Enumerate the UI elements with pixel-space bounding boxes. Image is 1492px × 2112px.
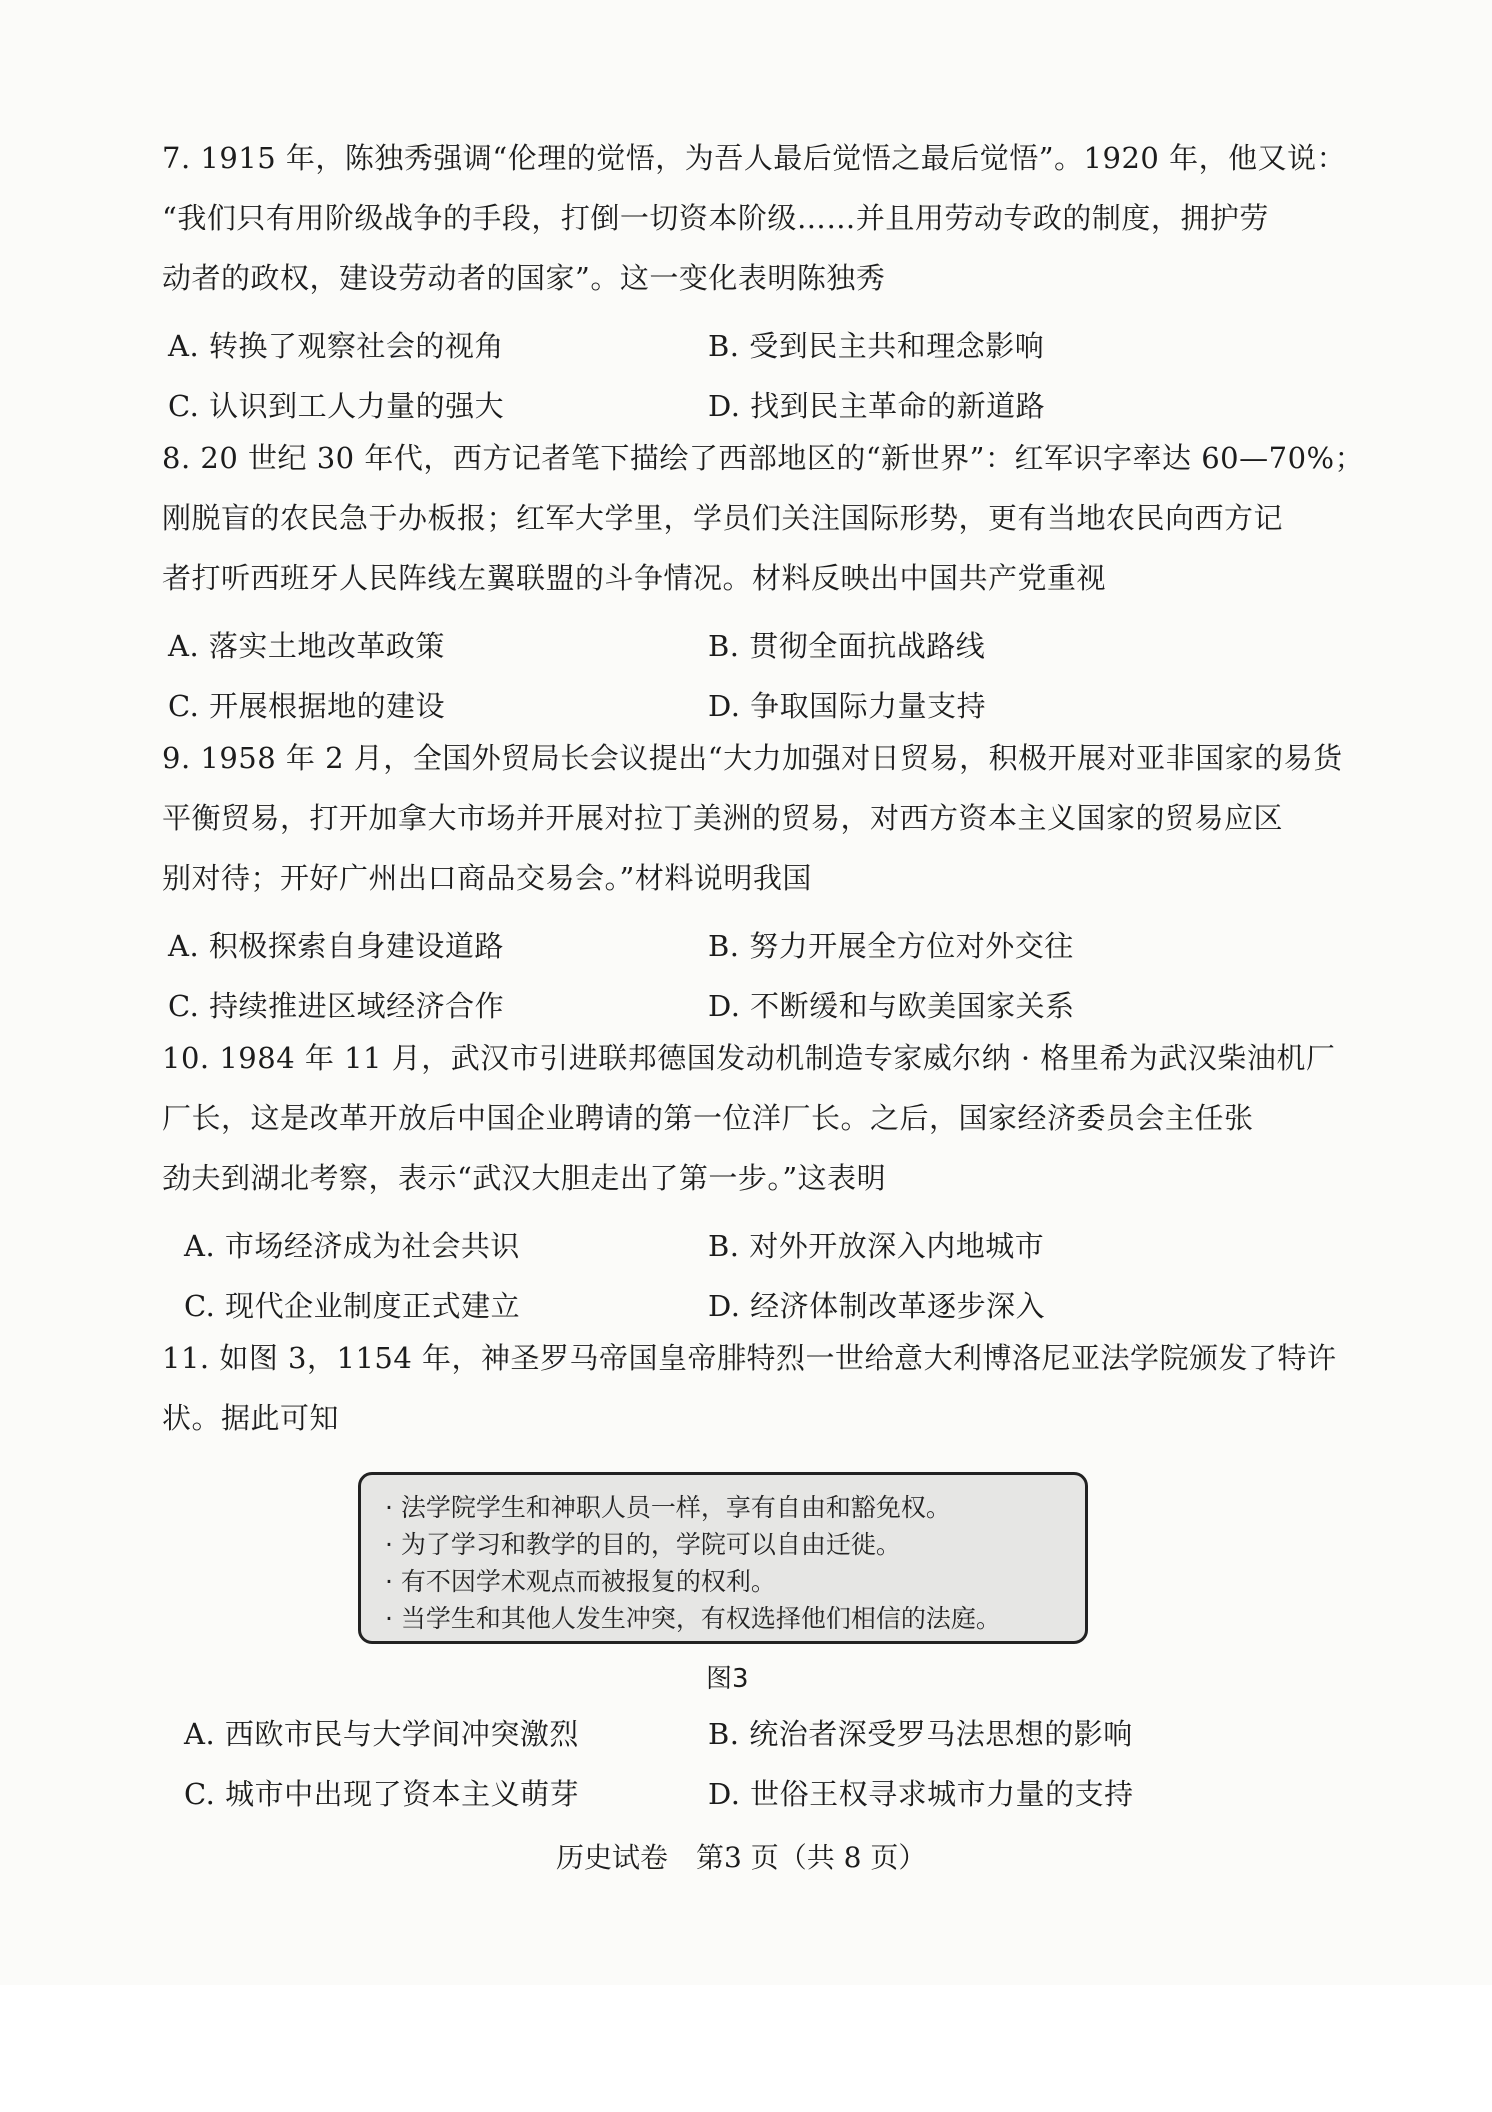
question-7-option-c: C. 认识到工人力量的强大 xyxy=(168,389,505,423)
figure-line: · 法学院学生和神职人员一样，享有自由和豁免权。 xyxy=(385,1493,951,1522)
page-footer: 历史试卷 第3 页（共 8 页） xyxy=(556,1841,927,1874)
stem-line: 平衡贸易，打开加拿大市场并开展对拉丁美洲的贸易，对西方资本主义国家的贸易应区 xyxy=(162,801,1284,835)
question-8-option-d: D. 争取国际力量支持 xyxy=(708,689,987,723)
question-11-option-d: D. 世俗王权寻求城市力量的支持 xyxy=(708,1777,1134,1811)
question-8-option-a: A. 落实土地改革政策 xyxy=(168,629,445,663)
bottom-margin xyxy=(0,1985,1492,2112)
question-10-option-b: B. 对外开放深入内地城市 xyxy=(708,1229,1045,1263)
question-9-option-b: B. 努力开展全方位对外交往 xyxy=(708,929,1074,963)
stem-line: 9. 1958 年 2 月，全国外贸局长会议提出“大力加强对日贸易，积极开展对亚非国家的易货 xyxy=(162,741,1343,775)
question-10-stem xyxy=(162,1028,1336,1208)
question-11-option-c: C. 城市中出现了资本主义萌芽 xyxy=(184,1777,580,1811)
question-9-option-d: D. 不断缓和与欧美国家关系 xyxy=(708,989,1075,1023)
question-8-option-b: B. 贯彻全面抗战路线 xyxy=(708,629,986,663)
figure-line: · 当学生和其他人发生冲突，有权选择他们相信的法庭。 xyxy=(385,1604,1001,1633)
question-7-stem xyxy=(162,128,1347,308)
stem-line: 11. 如图 3，1154 年，神圣罗马帝国皇帝腓特烈一世给意大利博洛尼亚法学院颁发了特许 xyxy=(162,1341,1337,1375)
question-9-option-a: A. 积极探索自身建设道路 xyxy=(168,929,504,963)
stem-line: 7. 1915 年，陈独秀强调“伦理的觉悟，为吾人最后觉悟之最后觉悟”。1920 年，他又说： xyxy=(162,141,1347,175)
stem-line: 别对待；开好广州出口商品交易会。”材料说明我国 xyxy=(162,861,812,895)
question-11-option-b: B. 统治者深受罗马法思想的影响 xyxy=(708,1717,1133,1751)
stem-line: 8. 20 世纪 30 年代，西方记者笔下描绘了西部地区的“新世界”：红军识字率达 60—70%； xyxy=(162,441,1365,475)
question-9-stem xyxy=(162,728,1343,908)
question-7-option-d: D. 找到民主革命的新道路 xyxy=(708,389,1046,423)
stem-line: 刚脱盲的农民急于办板报；红军大学里，学员们关注国际形势，更有当地农民向西方记 xyxy=(162,501,1284,535)
figure-3-box xyxy=(358,1472,1088,1644)
stem-line: 动者的政权，建设劳动者的国家”。这一变化表明陈独秀 xyxy=(162,261,886,295)
figure-caption: 图3 xyxy=(706,1664,749,1694)
question-10-option-d: D. 经济体制改革逐步深入 xyxy=(708,1289,1046,1323)
stem-line: 10. 1984 年 11 月，武汉市引进联邦德国发动机制造专家威尔纳 · 格里希为武汉柴油机厂 xyxy=(162,1041,1336,1075)
figure-line: · 有不因学术观点而被报复的权利。 xyxy=(385,1567,776,1596)
question-7-option-b: B. 受到民主共和理念影响 xyxy=(708,329,1045,363)
question-8-option-c: C. 开展根据地的建设 xyxy=(168,689,446,723)
stem-line: 厂长，这是改革开放后中国企业聘请的第一位洋厂长。之后，国家经济委员会主任张 xyxy=(162,1101,1254,1135)
question-7-option-a: A. 转换了观察社会的视角 xyxy=(168,329,504,363)
question-11-stem xyxy=(162,1328,1337,1448)
stem-line: 劲夫到湖北考察，表示“武汉大胆走出了第一步。”这表明 xyxy=(162,1161,887,1195)
stem-line: 状。据此可知 xyxy=(162,1401,340,1435)
figure-line: · 为了学习和教学的目的，学院可以自由迁徙。 xyxy=(385,1530,901,1559)
question-8-stem xyxy=(162,428,1365,608)
question-10-option-c: C. 现代企业制度正式建立 xyxy=(184,1289,521,1323)
question-11-option-a: A. 西欧市民与大学间冲突激烈 xyxy=(184,1717,579,1751)
question-10-option-a: A. 市场经济成为社会共识 xyxy=(184,1229,520,1263)
stem-line: “我们只有用阶级战争的手段，打倒一切资本阶级……并且用劳动专政的制度，拥护劳 xyxy=(162,201,1269,235)
stem-line: 者打听西班牙人民阵线左翼联盟的斗争情况。材料反映出中国共产党重视 xyxy=(162,561,1107,595)
question-9-option-c: C. 持续推进区域经济合作 xyxy=(168,989,505,1023)
